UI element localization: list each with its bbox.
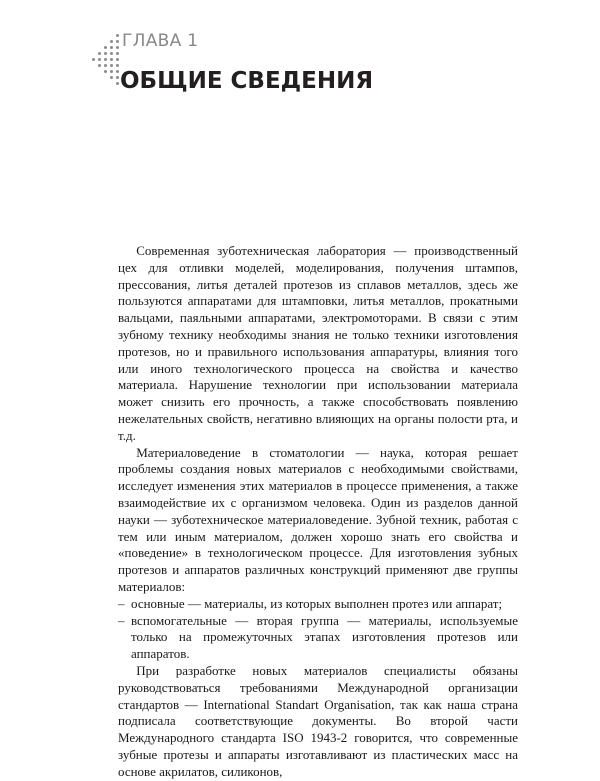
paragraph-standards: При разработке новых материалов специалисты обязаны руководствоваться требованиями Международной организации стандартов — International Standart Organisation, так как наша страна подписала соответствующие документы. Во второй части Международного стандарта ISO 1943-2 говорится, что современные зубные протезы и аппараты изготавливают из пластических масс на основе акрилатов, силиконов, <box>118 662 518 779</box>
material-groups-list <box>118 596 518 663</box>
paragraph-intro: Современная зуботехническая лаборатория — производственный цех для отливки моделей, моделирования, получения штампов, прессования, литья деталей протезов из сплавов металлов, здесь же пользуются аппаратами для штамповки, литья металлов, прокатными вальцами, паяльными аппаратами, электромоторами. В связи с этим зубному технику необходимы знания не только техники изготовления протезов, но и правильного использования аппаратуры, влияния того или иного технологического процесса на свойства и качество материала. Нарушение технологии при использовании материала может снизить его прочность, а также способствовать появлению нежелательных свойств, негативно влияющих на органы полости рта, и т.д. <box>118 243 518 443</box>
paragraph-materials-science: Материаловедение в стоматологии — наука, которая решает проблемы создания новых материалов с необходимыми свойствами, исследует изменения этих материалов в процессе применения, а также взаимодействие их с организмом человека. Один из разделов данной науки — зуботехническое материаловедение. Зубной техник, работая с тем или иным материалом, должен хорошо знать его свойства и «поведение» в технологическом процессе. Для изготовления зубных протезов и аппаратов различных конструкций применяют две группы материалов: <box>118 444 518 594</box>
chapter-number: ГЛАВА 1 <box>122 31 199 51</box>
list-item-text: вспомогательные — вторая группа — материалы, используемые только на промежуточных этапах изготовления протезов или аппаратов. <box>131 612 518 662</box>
list-item: – основные — материалы, из которых выполнен протез или аппарат; <box>118 595 503 611</box>
dot-pattern-decoration <box>88 34 122 104</box>
list-item-text: основные — материалы, из которых выполнен протез или аппарат; <box>131 595 503 611</box>
chapter-title: ОБЩИЕ СВЕДЕНИЯ <box>120 68 374 94</box>
body-text <box>118 243 518 781</box>
list-item: – вспомогательные — вторая группа — материалы, используемые только на промежуточных этапах изготовления протезов или аппаратов. <box>118 612 518 662</box>
chapter-header <box>88 28 508 108</box>
